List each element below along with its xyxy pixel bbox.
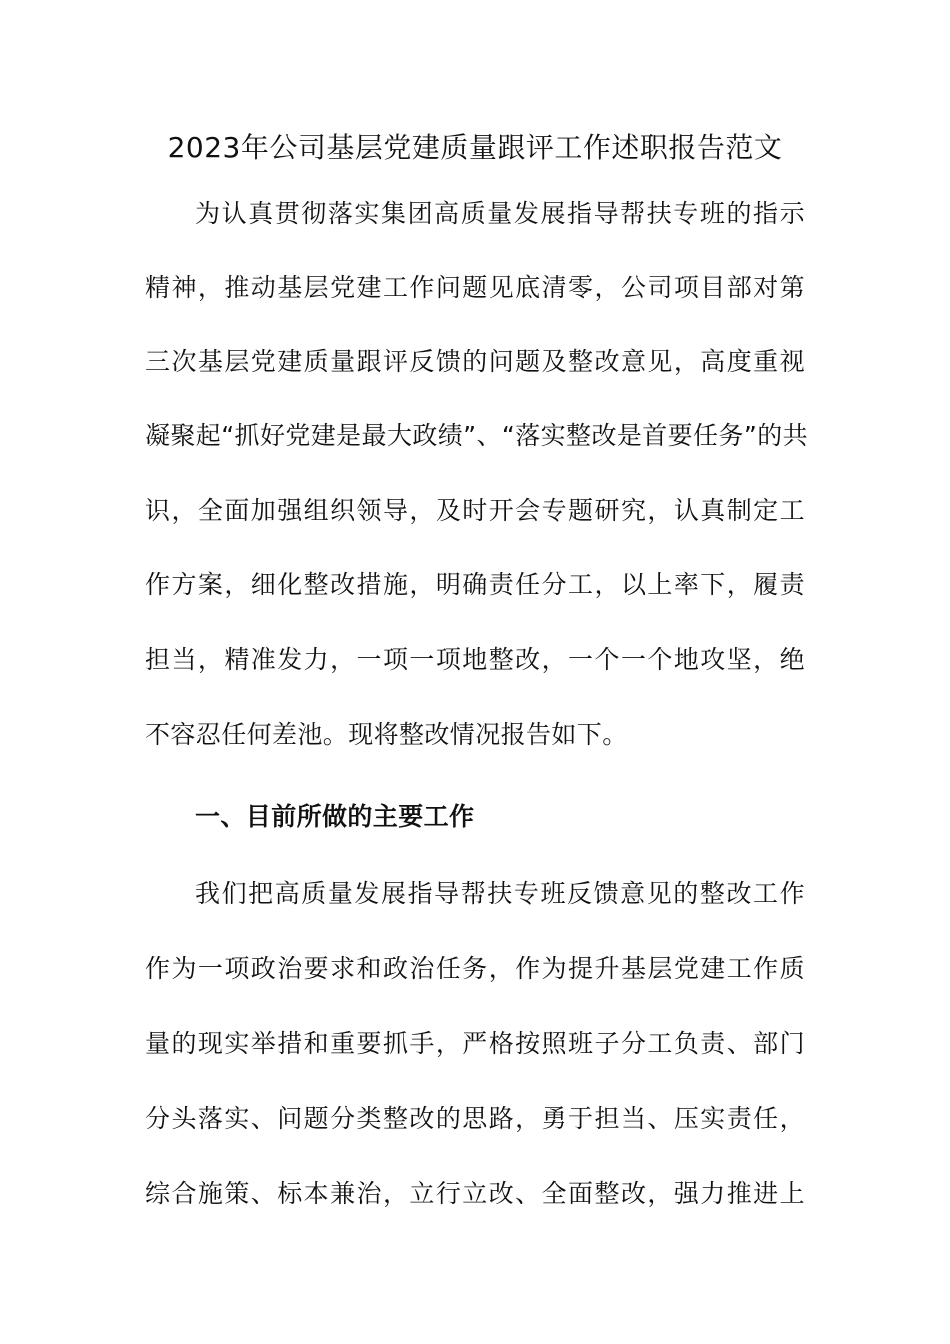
paragraph-line: 担当，精准发力，一项一项地整改，一个一个地攻坚，绝	[145, 645, 805, 674]
paragraph-line: 作方案，细化整改措施，明确责任分工，以上率下，履责	[145, 570, 805, 599]
paragraph-line: 为认真贯彻落实集团高质量发展指导帮扶专班的指示	[195, 199, 805, 228]
paragraph-line: 作为一项政治要求和政治任务，作为提升基层党建工作质	[145, 954, 805, 983]
document-title: 2023年公司基层党建质量跟评工作述职报告范文	[167, 131, 783, 164]
paragraph-line: 分头落实、问题分类整改的思路，勇于担当、压实责任，	[145, 1104, 805, 1133]
paragraph-line: 我们把高质量发展指导帮扶专班反馈意见的整改工作	[195, 879, 805, 908]
paragraph-line: 凝聚起“抓好党建是最大政绩”、“落实整改是首要任务”的共	[145, 421, 809, 450]
paragraph-line: 三次基层党建质量跟评反馈的问题及整改意见，高度重视	[145, 347, 805, 376]
paragraph-line: 量的现实举措和重要抓手，严格按照班子分工负责、部门	[145, 1029, 805, 1058]
paragraph-line: 识，全面加强组织领导，及时开会专题研究，认真制定工	[145, 496, 805, 525]
paragraph-line: 精神，推动基层党建工作问题见底清零，公司项目部对第	[145, 273, 805, 302]
paragraph-line: 综合施策、标本兼治，立行立改、全面整改，强力推进上	[145, 1179, 805, 1208]
section-heading: 一、目前所做的主要工作	[195, 802, 475, 831]
paragraph-line: 不容忍任何差池。现将整改情况报告如下。	[145, 720, 628, 749]
